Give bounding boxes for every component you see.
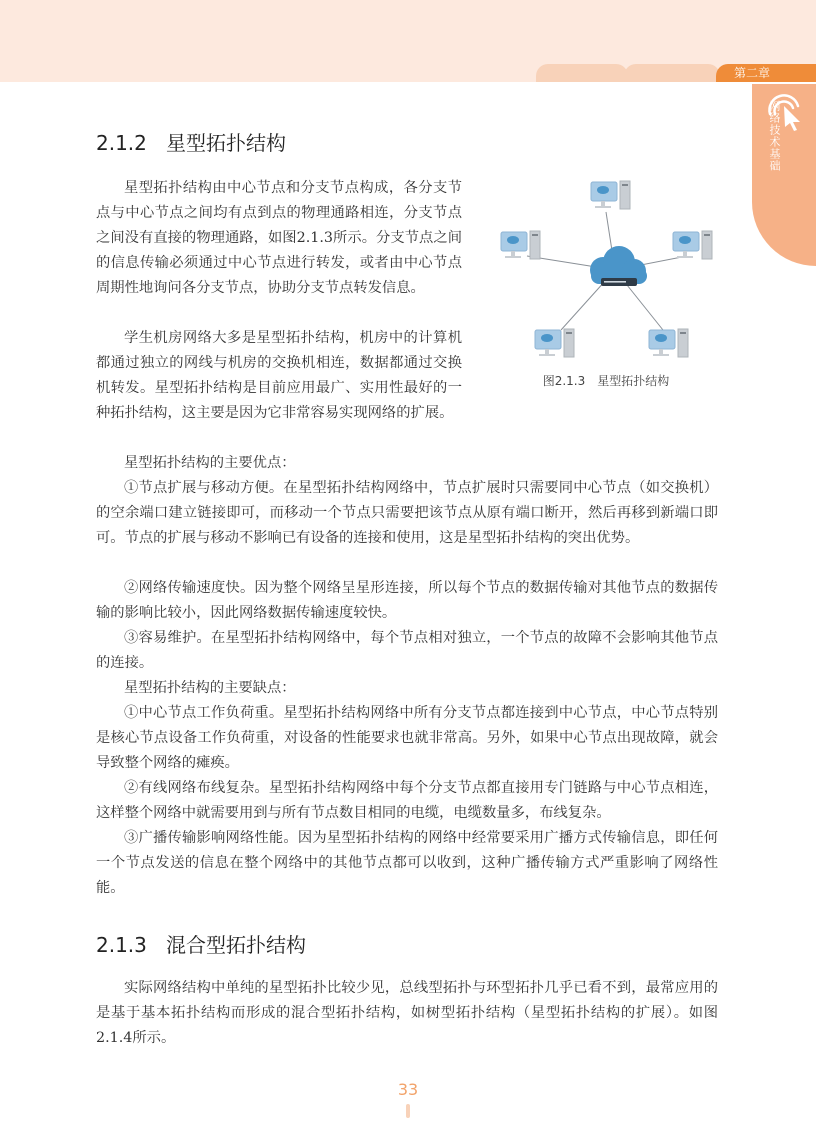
paragraph: ①中心节点工作负荷重。星型拓扑结构网络中所有分支节点都连接到中心节点，中心节点特别是核心节点设备工作负荷重，对设备的性能要求也就非常高。另外，如果中心节点出现故障，就会导致整个网络的瘫痪。 bbox=[96, 705, 718, 771]
computer-icon bbox=[649, 329, 688, 357]
section-title: 混合型拓扑结构 bbox=[166, 933, 306, 957]
computer-icon bbox=[591, 181, 630, 209]
paragraph: ③广播传输影响网络性能。因为星型拓扑结构的网络中经常要采用广播方式传输信息，即任何一个节点发送的信息在整个网络中的其他节点都可以收到，这种广播传输方式严重影响了网络性能。 bbox=[96, 830, 718, 896]
paragraph: 学生机房网络大多是星型拓扑结构，机房中的计算机都通过独立的网线与机房的交换机相连，数据都通过交换机转发。星型拓扑结构是目前应用最广、实用性最好的一种拓扑结构，这主要是因为它非常容易实现网络的扩展。 bbox=[96, 330, 462, 421]
paragraph: 星型拓扑结构的主要缺点： bbox=[124, 680, 296, 696]
paragraph: 实际网络结构中单纯的星型拓扑比较少见，总线型拓扑与环型拓扑几乎已看不到，最常应用的是基于基本拓扑结构而形成的混合型拓扑结构，如树型拓扑结构（星型拓扑结构的扩展）。如图2.1.4所示。 bbox=[96, 980, 718, 1046]
section-number: 2.1.2 bbox=[96, 131, 147, 155]
computer-icon bbox=[673, 231, 712, 259]
page-number: 33 bbox=[397, 1080, 419, 1099]
paragraph: 星型拓扑结构由中心节点和分支节点构成，各分支节点与中心节点之间均有点到点的物理通路相连，分支节点之间没有直接的物理通路，如图2.1.3所示。分支节点之间的信息传输必须通过中心节点进行转发，或者由中心节点周期性地询问各分支节点，协助分支节点转发信息。 bbox=[96, 180, 462, 296]
central-cloud-switch bbox=[590, 246, 647, 286]
section-number: 2.1.3 bbox=[96, 933, 147, 957]
paragraph: ②有线网络布线复杂。星型拓扑结构网络中每个分支节点都直接用专门链路与中心节点相连，这样整个网络中就需要用到与所有节点数目相同的电缆，电缆数量多，布线复杂。 bbox=[96, 780, 718, 821]
header-tab-decoration bbox=[536, 64, 628, 82]
paragraph: 星型拓扑结构的主要优点： bbox=[124, 455, 296, 471]
computer-icon bbox=[501, 231, 540, 259]
paragraph: ③容易维护。在星型拓扑结构网络中，每个节点相对独立，一个节点的故障不会影响其他节点的连接。 bbox=[96, 630, 718, 671]
section-heading-2-1-2 bbox=[96, 127, 286, 156]
computer-icon bbox=[535, 329, 574, 357]
paragraph: ②网络传输速度快。因为整个网络呈星形连接，所以每个节点的数据传输对其他节点的数据传输的影响比较小，因此网络数据传输速度较快。 bbox=[96, 580, 718, 621]
section-heading-2-1-3 bbox=[96, 929, 306, 958]
section-title: 星型拓扑结构 bbox=[166, 131, 286, 155]
paragraph: ①节点扩展与移动方便。在星型拓扑结构网络中，节点扩展时只需要同中心节点（如交换机）的空余端口建立链接即可，而移动一个节点只需要把该节点从原有端口断开，然后再移到新端口即可。节点的扩展与移动不影响已有设备的连接和使用，这是星型拓扑结构的突出优势。 bbox=[96, 480, 718, 546]
header-tab-decoration bbox=[624, 64, 720, 82]
star-topology-figure bbox=[495, 178, 717, 368]
page-mark-decoration bbox=[406, 1104, 410, 1118]
book-title-vertical: 网络技术基础 bbox=[768, 100, 781, 172]
figure-caption: 图2.1.3 星型拓扑结构 bbox=[542, 374, 670, 388]
chapter-tab: 第二章 bbox=[716, 64, 816, 82]
